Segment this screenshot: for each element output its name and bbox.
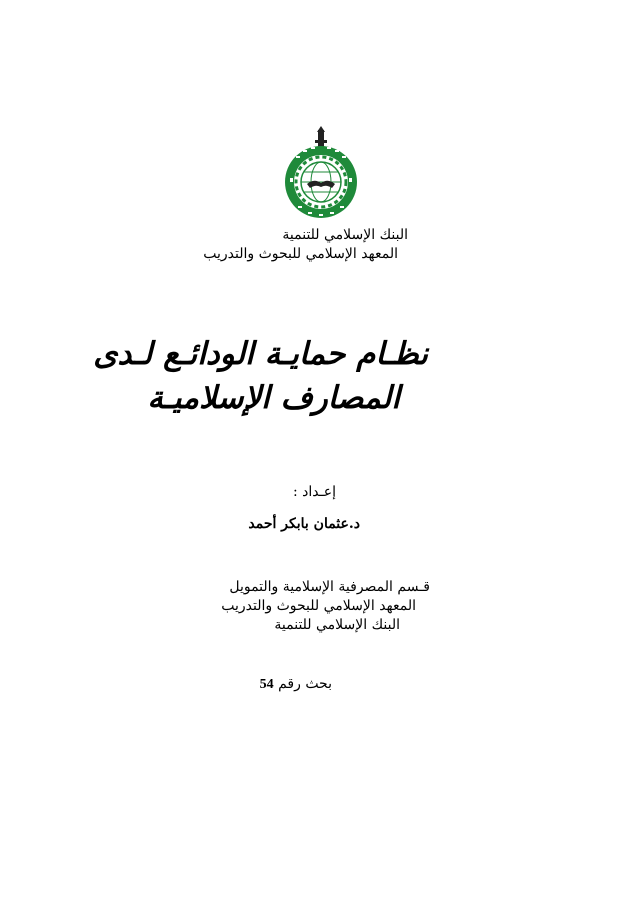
bank-name: البنك الإسلامي للتنمية xyxy=(282,227,408,243)
title-line-2: المصارف الإسلاميـة xyxy=(147,380,400,416)
affiliation-bank: البنك الإسلامي للتنمية xyxy=(274,617,400,633)
author-section xyxy=(0,482,638,534)
paper-number-line xyxy=(0,674,332,695)
document-title xyxy=(0,332,638,420)
affiliation-section xyxy=(0,578,638,635)
paper-number-section xyxy=(0,674,638,695)
affiliation-department: قـسم المصرفية الإسلامية والتمويل xyxy=(229,579,430,595)
organization-header xyxy=(0,226,638,264)
title-line-1: نظـام حمايـة الودائـع لـدى xyxy=(93,336,428,372)
author-label: إعـداد : xyxy=(293,484,336,500)
author-name: د.عثمان بابكر أحمد xyxy=(248,516,360,532)
islamic-development-bank-logo xyxy=(276,126,366,222)
paper-number-label: بحث رقم xyxy=(278,676,332,692)
institute-name: المعهد الإسلامي للبحوث والتدريب xyxy=(203,246,398,262)
paper-number-value: 54 xyxy=(259,677,274,692)
affiliation-institute: المعهد الإسلامي للبحوث والتدريب xyxy=(221,598,416,614)
